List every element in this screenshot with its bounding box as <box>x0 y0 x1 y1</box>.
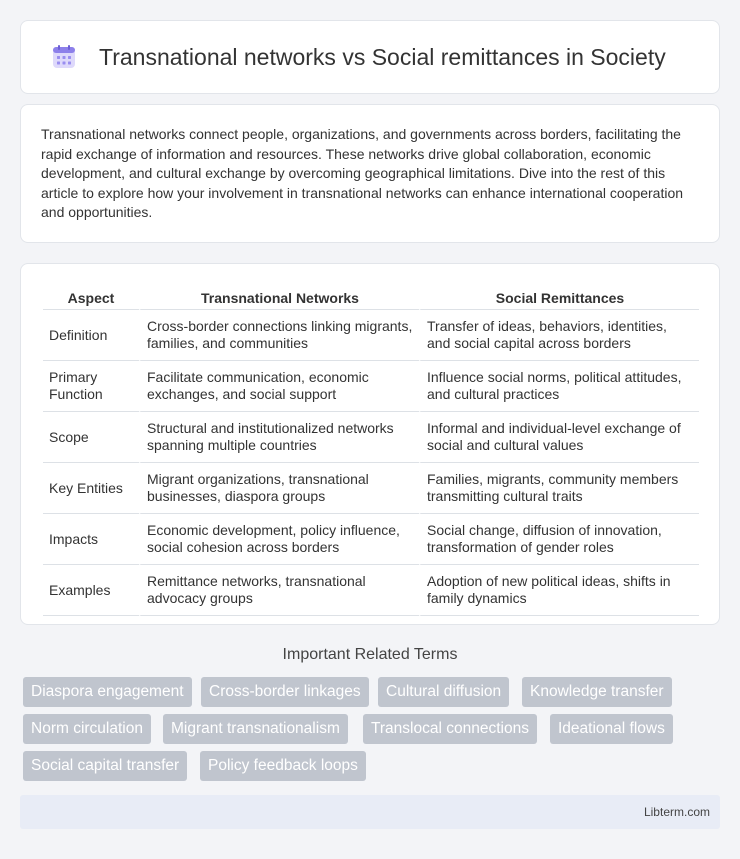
related-term-tag[interactable]: Cross-border linkages <box>201 677 369 707</box>
intro-card <box>20 104 720 243</box>
table-header-row <box>43 286 699 310</box>
aspect-cell: Scope <box>43 412 139 463</box>
table-row <box>43 565 699 616</box>
table-row <box>43 514 699 565</box>
social-remittances-cell: Adoption of new political ideas, shifts in family dynamics <box>419 565 699 616</box>
table-row <box>43 361 699 412</box>
column-header-aspect: Aspect <box>43 286 139 310</box>
aspect-cell: Primary Function <box>43 361 139 412</box>
related-term-tag[interactable]: Knowledge transfer <box>522 677 672 707</box>
page-title: Transnational networks vs Social remittances in Society <box>99 43 666 70</box>
related-term-tag[interactable]: Cultural diffusion <box>378 677 509 707</box>
header-card <box>20 20 720 94</box>
transnational-networks-cell: Facilitate communication, economic exchanges, and social support <box>139 361 419 412</box>
transnational-networks-cell: Migrant organizations, transnational businesses, diaspora groups <box>139 463 419 514</box>
aspect-cell: Definition <box>43 310 139 361</box>
comparison-table <box>43 286 699 616</box>
transnational-networks-cell: Structural and institutionalized networks spanning multiple countries <box>139 412 419 463</box>
column-header-transnational-networks: Transnational Networks <box>139 286 419 310</box>
social-remittances-cell: Informal and individual-level exchange of social and cultural values <box>419 412 699 463</box>
social-remittances-cell: Social change, diffusion of innovation, transformation of gender roles <box>419 514 699 565</box>
aspect-cell: Impacts <box>43 514 139 565</box>
related-term-tag[interactable]: Norm circulation <box>23 714 151 744</box>
table-row <box>43 310 699 361</box>
column-header-social-remittances: Social Remittances <box>419 286 699 310</box>
related-terms-title: Important Related Terms <box>282 646 458 663</box>
table-row <box>43 463 699 514</box>
related-term-tag[interactable]: Social capital transfer <box>23 751 187 781</box>
calendar-grid-icon <box>51 44 77 70</box>
aspect-cell: Examples <box>43 565 139 616</box>
social-remittances-cell: Families, migrants, community members transmitting cultural traits <box>419 463 699 514</box>
transnational-networks-cell: Remittance networks, transnational advocacy groups <box>139 565 419 616</box>
transnational-networks-cell: Economic development, policy influence, social cohesion across borders <box>139 514 419 565</box>
transnational-networks-cell: Cross-border connections linking migrants, families, and communities <box>139 310 419 361</box>
intro-text: Transnational networks connect people, organizations, and governments across borders, facilitating the rapid exchange of information and resources. These networks drive global collaboration, economic development, and cultural exchange by overcoming geographical limitations. Dive into the rest of this article to explore how your involvement in transnational networks can enhance international cooperation and opportunities. <box>41 126 684 220</box>
related-term-tag[interactable]: Diaspora engagement <box>23 677 192 707</box>
related-term-tag[interactable]: Migrant transnationalism <box>163 714 348 744</box>
social-remittances-cell: Influence social norms, political attitudes, and cultural practices <box>419 361 699 412</box>
social-remittances-cell: Transfer of ideas, behaviors, identities, and social capital across borders <box>419 310 699 361</box>
related-term-tag[interactable]: Policy feedback loops <box>200 751 366 781</box>
related-term-tag[interactable]: Translocal connections <box>363 714 537 744</box>
related-term-tag[interactable]: Ideational flows <box>550 714 673 744</box>
comparison-table-card <box>20 263 720 625</box>
aspect-cell: Key Entities <box>43 463 139 514</box>
table-row <box>43 412 699 463</box>
footer-site-link[interactable]: Libterm.com <box>643 805 710 819</box>
footer <box>20 795 720 829</box>
